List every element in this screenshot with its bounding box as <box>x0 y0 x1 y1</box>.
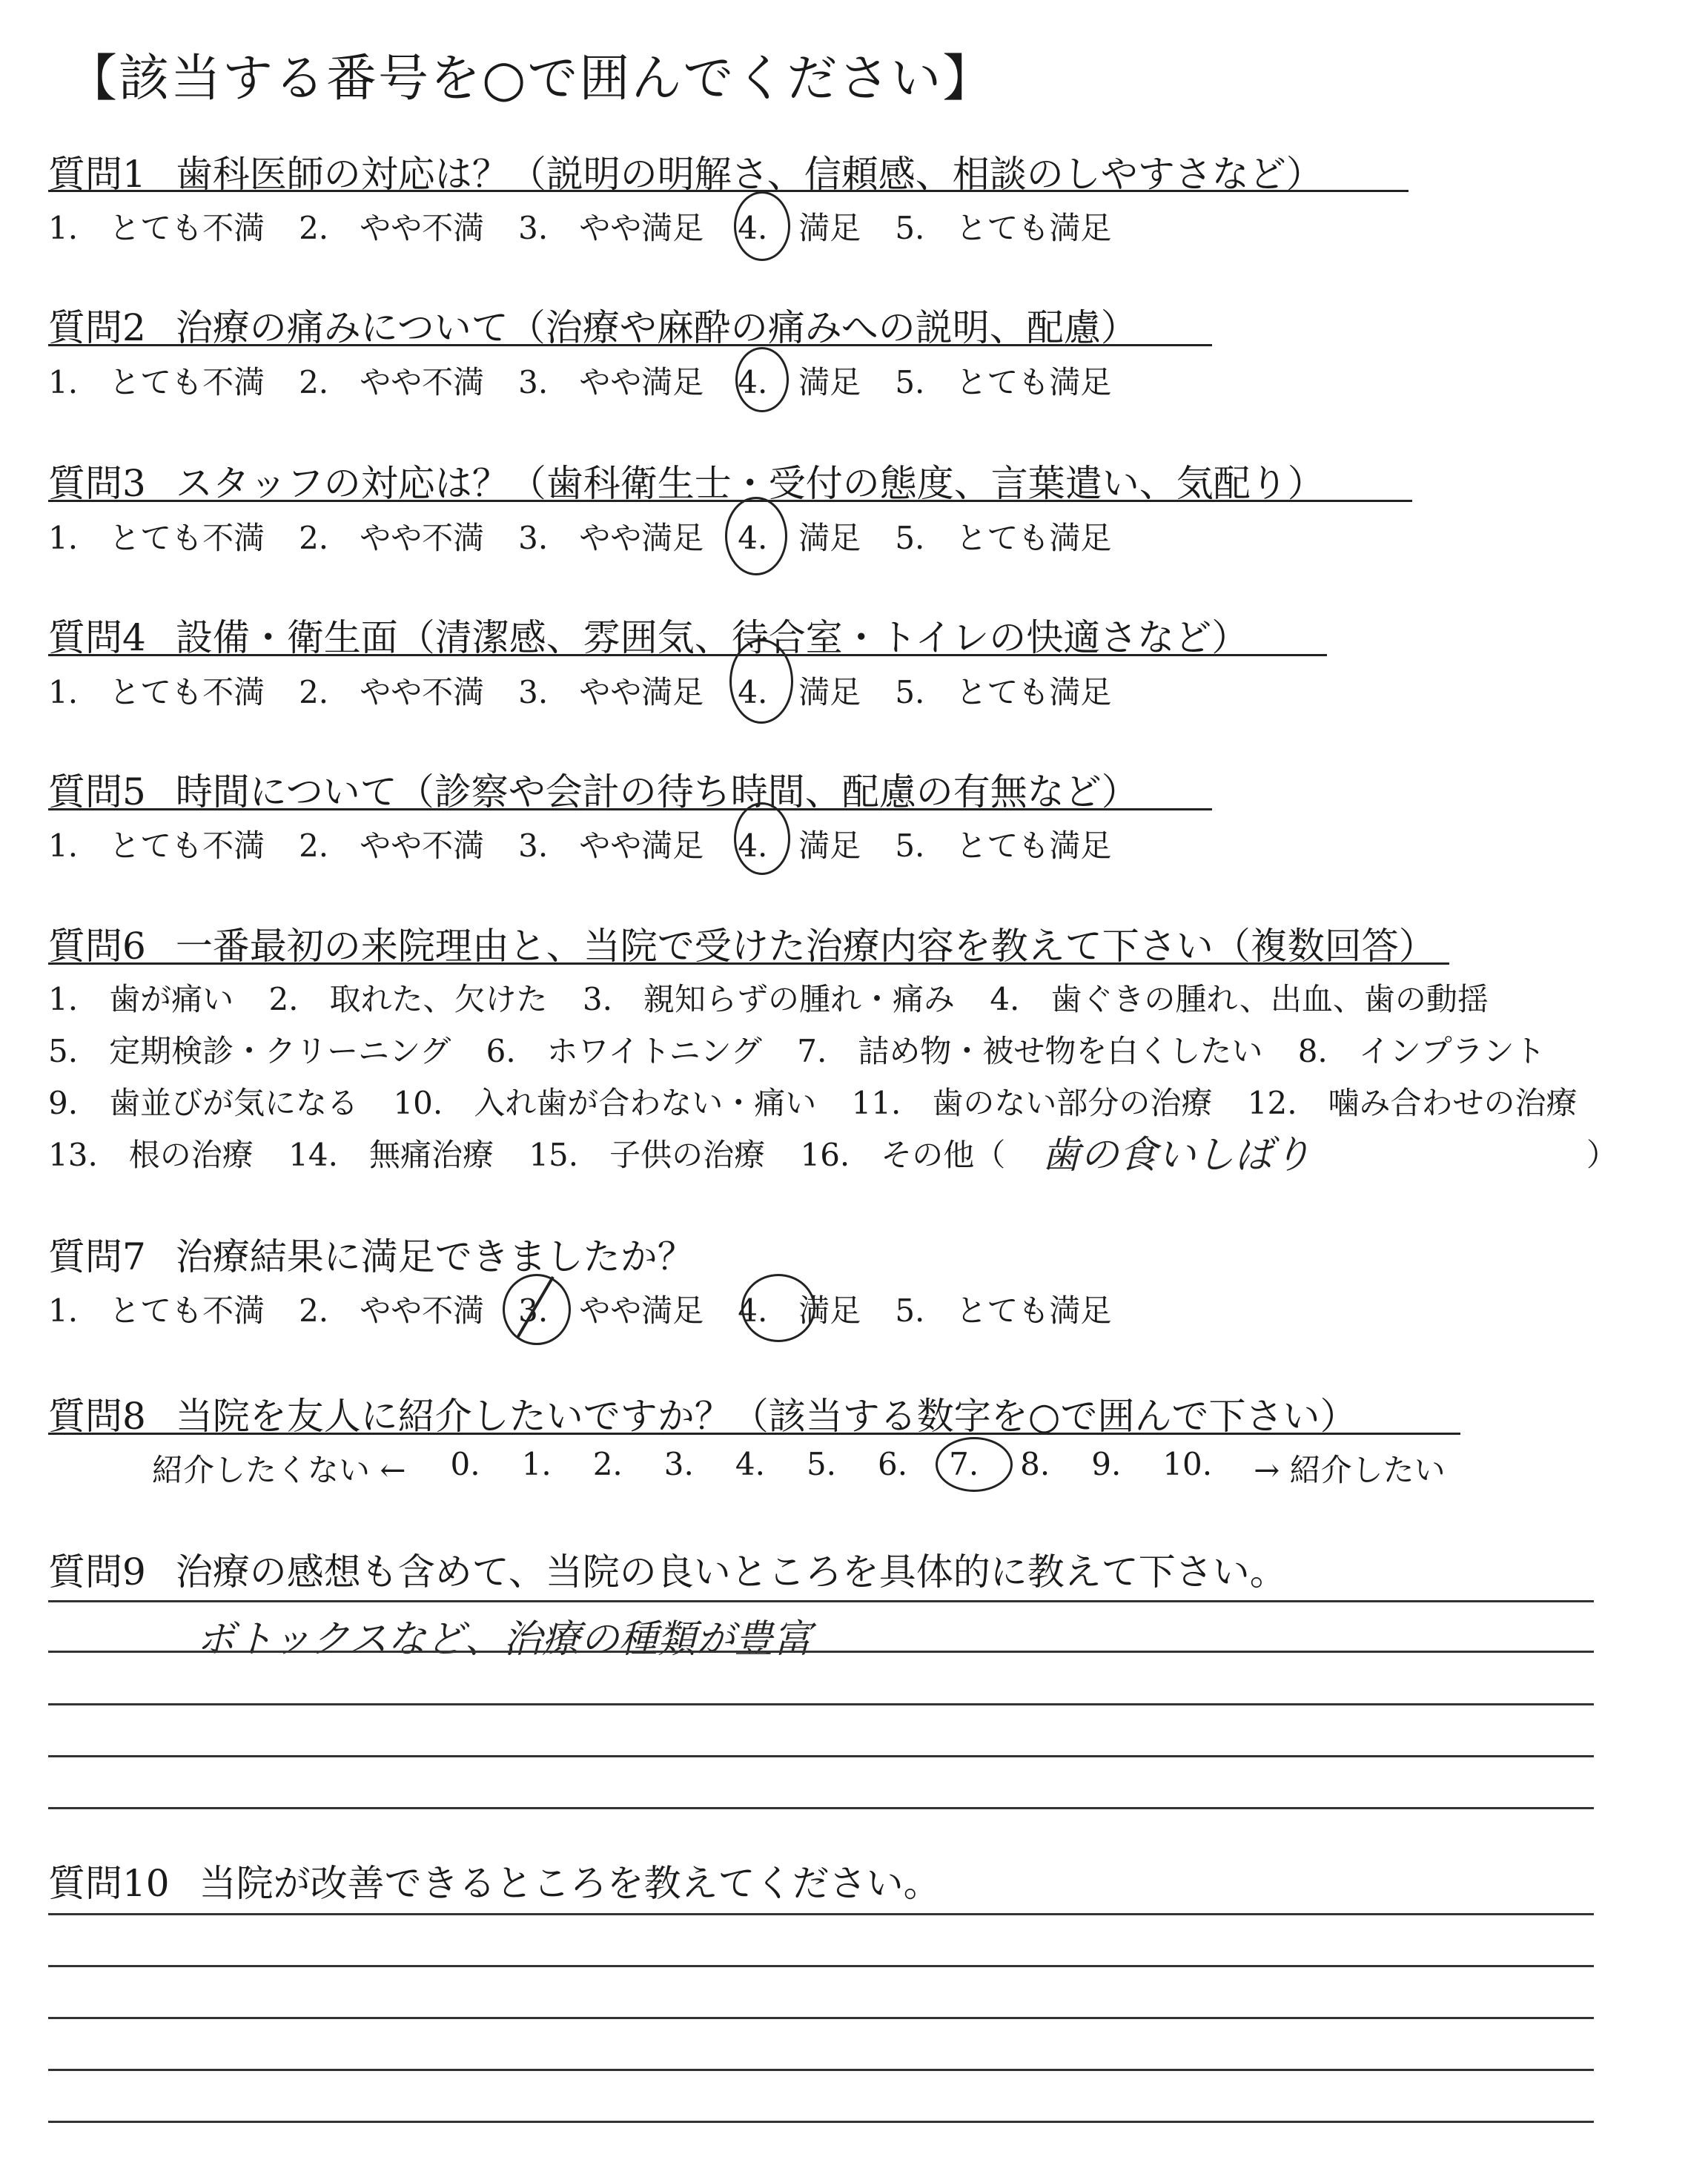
question-1-label: 質問1 <box>48 153 146 196</box>
score-5[interactable]: 5. <box>806 1446 837 1482</box>
question-7-options <box>48 1287 1145 1331</box>
question-4-options <box>48 668 1145 713</box>
question-9-text: 治療の感想も含めて、当院の良いところを具体的に教えて下さい。 <box>175 1550 1287 1593</box>
answer-line <box>48 1600 1594 1602</box>
reason-3[interactable]: 3. 親知らずの腫れ・痛み <box>582 981 955 1017</box>
reason-4[interactable]: 4. 歯ぐきの腫れ、出血、歯の動揺 <box>990 981 1489 1017</box>
option-1[interactable]: 1. とても不満 <box>48 828 265 864</box>
question-8-label: 質問8 <box>48 1395 146 1438</box>
question-9-label: 質問9 <box>48 1550 146 1593</box>
option-3[interactable]: 3. やや満足 <box>518 364 704 400</box>
selected-answer-circle <box>936 1437 1013 1492</box>
reason-12[interactable]: 12. 噛み合わせの治療 <box>1247 1085 1578 1121</box>
question-4-text: 設備・衛生面（清潔感、雰囲気、待合室・トイレの快適さなど） <box>175 616 1249 659</box>
reason-1[interactable]: 1. 歯が痛い <box>48 981 234 1017</box>
option-2[interactable]: 2. やや不満 <box>299 520 485 556</box>
other-reason-close-paren: ） <box>1586 1137 1618 1173</box>
question-1-underline <box>48 190 1409 192</box>
question-1-text: 歯科医師の対応は？（説明の明解さ、信頼感、相談のしやすさなど） <box>175 153 1323 196</box>
question-5-text: 時間について（診察や会計の待ち時間、配慮の有無など） <box>175 770 1139 813</box>
question-5-underline <box>48 808 1212 810</box>
question-6-row-4 <box>48 1131 1030 1175</box>
reason-16[interactable]: 16. その他（ <box>800 1137 1006 1173</box>
question-6-row-2 <box>48 1027 1571 1071</box>
score-10[interactable]: 10. <box>1162 1446 1213 1482</box>
question-8-text: 当院を友人に紹介したいですか？（該当する数字を○で囲んで下さい） <box>175 1395 1357 1438</box>
score-9[interactable]: 9. <box>1091 1446 1122 1482</box>
option-4[interactable]: 4. 満足 <box>738 364 861 400</box>
answer-line <box>48 1651 1594 1653</box>
score-8[interactable]: 8. <box>1020 1446 1050 1482</box>
question-6-text: 一番最初の来院理由と、当院で受けた治療内容を教えて下さい（複数回答） <box>175 925 1436 968</box>
selected-answer-circle <box>734 802 790 875</box>
question-10-label: 質問10 <box>48 1862 170 1905</box>
scale-left-label: 紹介したくない ← <box>152 1452 406 1488</box>
strike-mark <box>501 1272 568 1342</box>
question-8-scale <box>152 1446 1480 1490</box>
question-6-row-1 <box>48 975 1514 1020</box>
answer-line <box>48 1913 1594 1915</box>
option-2[interactable]: 2. やや不満 <box>299 210 485 246</box>
option-2[interactable]: 2. やや不満 <box>299 1292 485 1329</box>
question-3-underline <box>48 500 1412 502</box>
reason-10[interactable]: 10. 入れ歯が合わない・痛い <box>393 1085 817 1121</box>
question-1-options <box>48 204 1145 248</box>
question-7-text: 治療結果に満足できましたか？ <box>175 1235 695 1278</box>
option-3[interactable]: 3. やや満足 <box>518 210 704 246</box>
question-9-handwritten-answer[interactable]: ボトックスなど、治療の種類が豊富 <box>196 1617 812 1662</box>
option-5[interactable]: 5. とても満足 <box>895 828 1112 864</box>
answer-line <box>48 1807 1594 1809</box>
option-4[interactable]: 4. 満足 <box>738 210 861 246</box>
option-5[interactable]: 5. とても満足 <box>895 1292 1112 1329</box>
reason-5[interactable]: 5. 定期検診・クリーニング <box>48 1033 451 1069</box>
option-4[interactable]: 4. 満足 <box>738 828 861 864</box>
option-2[interactable]: 2. やや不満 <box>299 828 485 864</box>
reason-15[interactable]: 15. 子供の治療 <box>529 1137 766 1173</box>
reason-8[interactable]: 8. インプラント <box>1297 1033 1546 1069</box>
option-2[interactable]: 2. やや不満 <box>299 364 485 400</box>
option-1[interactable]: 1. とても不満 <box>48 210 265 246</box>
question-8-underline <box>48 1433 1460 1435</box>
score-3[interactable]: 3. <box>663 1446 694 1482</box>
reason-2[interactable]: 2. 取れた、欠けた <box>268 981 548 1017</box>
question-7-label: 質問7 <box>48 1235 146 1278</box>
question-6-row-3 <box>48 1079 1603 1123</box>
option-5[interactable]: 5. とても満足 <box>895 520 1112 556</box>
question-5-label: 質問5 <box>48 770 146 813</box>
question-2-label: 質問2 <box>48 306 146 349</box>
selected-answer-circle <box>734 191 790 261</box>
option-4[interactable]: 4. 満足 <box>738 520 861 556</box>
answer-line <box>48 2069 1594 2071</box>
option-1[interactable]: 1. とても不満 <box>48 520 265 556</box>
answer-line <box>48 2121 1594 2123</box>
question-6-underline <box>48 962 1449 965</box>
selected-answer-circle <box>735 347 789 412</box>
score-2[interactable]: 2. <box>592 1446 623 1482</box>
option-1[interactable]: 1. とても不満 <box>48 674 265 710</box>
score-7[interactable]: 7. <box>949 1446 979 1482</box>
question-9 <box>48 1542 1287 1596</box>
page-title: 【該当する番号を○で囲んでください】 <box>67 50 995 108</box>
option-3[interactable]: 3. やや満足 <box>518 674 704 710</box>
reason-11[interactable]: 11. 歯のない部分の治療 <box>851 1085 1213 1121</box>
question-3-label: 質問3 <box>48 462 146 505</box>
reason-9[interactable]: 9. 歯並びが気になる <box>48 1085 359 1121</box>
question-3-options <box>48 514 1145 558</box>
answer-line <box>48 2017 1594 2019</box>
other-reason-handwritten[interactable]: 歯の食いしばり <box>1042 1133 1312 1178</box>
score-4[interactable]: 4. <box>735 1446 765 1482</box>
option-1[interactable]: 1. とても不満 <box>48 1292 265 1329</box>
question-4-underline <box>48 654 1327 656</box>
question-2-options <box>48 358 1145 403</box>
answer-line <box>48 1755 1594 1757</box>
answer-line <box>48 1965 1594 1967</box>
question-5-options <box>48 822 1145 866</box>
option-5[interactable]: 5. とても満足 <box>895 210 1112 246</box>
option-2[interactable]: 2. やや不満 <box>299 674 485 710</box>
option-4[interactable]: 4. 満足 <box>738 1292 861 1329</box>
question-4-label: 質問4 <box>48 616 146 659</box>
score-0[interactable]: 0. <box>450 1446 480 1482</box>
question-7 <box>48 1227 695 1281</box>
question-6-label: 質問6 <box>48 925 146 968</box>
option-3[interactable]: 3. やや満足 <box>518 828 704 864</box>
selected-answer-circle <box>729 639 793 724</box>
selected-answer-circle <box>741 1274 815 1342</box>
option-5[interactable]: 5. とても満足 <box>895 674 1112 710</box>
option-4[interactable]: 4. 満足 <box>738 674 861 710</box>
selected-answer-circle <box>725 497 787 575</box>
option-1[interactable]: 1. とても不満 <box>48 364 265 400</box>
question-3-text: スタッフの対応は？（歯科衛生士・受付の態度、言葉遣い、気配り） <box>175 462 1325 505</box>
question-10 <box>48 1854 941 1907</box>
option-3[interactable]: 3. やや満足 <box>518 520 704 556</box>
question-2-text: 治療の痛みについて（治療や麻酔の痛みへの説明、配慮） <box>175 306 1138 349</box>
score-1[interactable]: 1. <box>521 1446 552 1482</box>
question-2-underline <box>48 344 1212 346</box>
option-5[interactable]: 5. とても満足 <box>895 364 1112 400</box>
reason-14[interactable]: 14. 無痛治療 <box>288 1137 494 1173</box>
scale-right-label: → 紹介したい <box>1254 1452 1446 1488</box>
reason-6[interactable]: 6. ホワイトニング <box>486 1033 762 1069</box>
reason-7[interactable]: 7. 詰め物・被せ物を白くしたい <box>797 1033 1263 1069</box>
answer-line <box>48 1703 1594 1705</box>
option-3[interactable]: 3. やや満足 <box>518 1292 704 1329</box>
reason-13[interactable]: 13. 根の治療 <box>48 1137 254 1173</box>
question-10-text: 当院が改善できるところを教えてください。 <box>199 1862 941 1905</box>
score-6[interactable]: 6. <box>878 1446 908 1482</box>
